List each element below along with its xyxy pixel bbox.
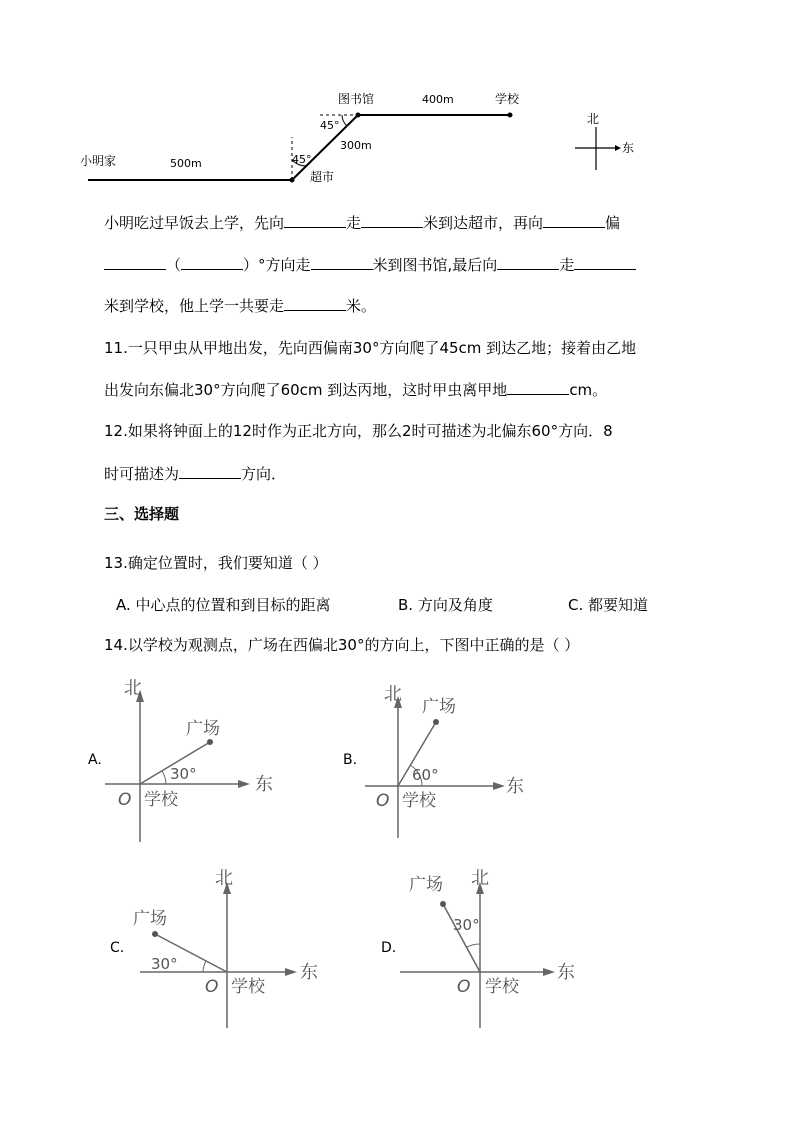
q13-option-a[interactable]: A. 中心点的位置和到目标的距离 <box>116 596 331 614</box>
q13-stem: 13.确定位置时，我们要知道（ ） <box>104 554 328 572</box>
answer-blank[interactable] <box>311 253 373 270</box>
market-label: 超市 <box>310 170 335 184</box>
figure-d <box>395 862 590 1030</box>
figure-b-north: 北 <box>384 684 402 705</box>
q12-line1: 12.如果将钟面上的12时作为正北方向，那么2时可描述为北偏东60°方向．8 <box>104 422 613 440</box>
figure-b-angle: 60° <box>412 766 439 784</box>
figure-b-east: 东 <box>506 776 524 797</box>
answer-blank[interactable] <box>181 253 243 270</box>
figure-c-north: 北 <box>215 868 233 889</box>
answer-blank[interactable] <box>361 211 423 228</box>
figure-d-east: 东 <box>557 962 575 983</box>
figure-a-target: 广场 <box>186 719 220 739</box>
figure-c-east: 东 <box>300 962 318 983</box>
figure-b-school: 学校 <box>402 791 436 811</box>
figure-d-school: 学校 <box>485 977 519 997</box>
answer-blank[interactable] <box>507 378 569 395</box>
figure-d-target: 广场 <box>409 875 443 895</box>
figure-b-origin: O <box>376 791 390 811</box>
q10-line1: 小明吃过早饭去上学，先向 走 米到达超市，再向 偏 <box>104 211 620 233</box>
answer-blank[interactable] <box>284 294 346 311</box>
figure-a <box>100 672 290 847</box>
answer-blank[interactable] <box>497 253 559 270</box>
figure-d-origin: O <box>457 977 471 997</box>
answer-blank[interactable] <box>179 462 241 479</box>
compass-north-label: 北 <box>587 112 600 126</box>
answer-blank[interactable] <box>284 211 346 228</box>
library-label: 图书馆 <box>338 92 375 106</box>
figure-a-angle: 30° <box>170 765 197 783</box>
figure-c-school: 学校 <box>231 977 265 997</box>
section-title: 三、选择题 <box>104 505 180 523</box>
figure-a-east: 东 <box>255 774 273 795</box>
figure-b-label[interactable]: B. <box>343 752 358 768</box>
q13-option-c[interactable]: C. 都要知道 <box>568 596 649 614</box>
q12-line2: 时可描述为 方向． <box>104 462 286 484</box>
figure-a-north: 北 <box>124 678 142 699</box>
q13-option-b[interactable]: B. 方向及角度 <box>398 596 493 614</box>
school-label: 学校 <box>495 92 520 106</box>
figure-a-school: 学校 <box>144 790 178 810</box>
route-map <box>70 85 670 200</box>
figure-c-angle: 30° <box>151 955 178 973</box>
figure-a-label[interactable]: A. <box>88 752 102 768</box>
home-label: 小明家 <box>80 154 117 168</box>
figure-d-label[interactable]: D. <box>381 940 397 956</box>
answer-blank[interactable] <box>543 211 605 228</box>
q11-line1: 11.一只甲虫从甲地出发，先向西偏南30°方向爬了45cm 到达乙地；接着由乙地 <box>104 339 637 357</box>
figure-c-target: 广场 <box>133 909 167 929</box>
q10-line2: （ ）°方向走 米到图书馆,最后向 走 <box>104 253 636 275</box>
seg1-label: 500m <box>170 157 202 170</box>
figure-d-angle: 30° <box>453 916 480 934</box>
figure-b-target: 广场 <box>422 697 456 717</box>
figure-a-origin: O <box>118 790 132 810</box>
figure-c <box>125 862 335 1030</box>
figure-b <box>360 680 535 840</box>
answer-blank[interactable] <box>104 253 166 270</box>
q11-line2: 出发向东偏北30°方向爬了60cm 到达丙地，这时甲虫离甲地 cm。 <box>104 378 607 400</box>
figure-c-label[interactable]: C. <box>110 940 125 956</box>
angle2-label: 45° <box>320 119 340 132</box>
compass-east-label: 东 <box>622 141 635 155</box>
answer-blank[interactable] <box>574 253 636 270</box>
seg3-label: 400m <box>422 93 454 106</box>
figure-c-origin: O <box>205 977 219 997</box>
angle1-label: 45° <box>292 153 312 166</box>
q10-line3: 米到学校，他上学一共要走 米。 <box>104 294 376 316</box>
seg2-label: 300m <box>340 139 372 152</box>
figure-d-north: 北 <box>471 868 489 889</box>
q14-stem: 14.以学校为观测点，广场在西偏北30°的方向上，下图中正确的是（ ） <box>104 636 580 654</box>
